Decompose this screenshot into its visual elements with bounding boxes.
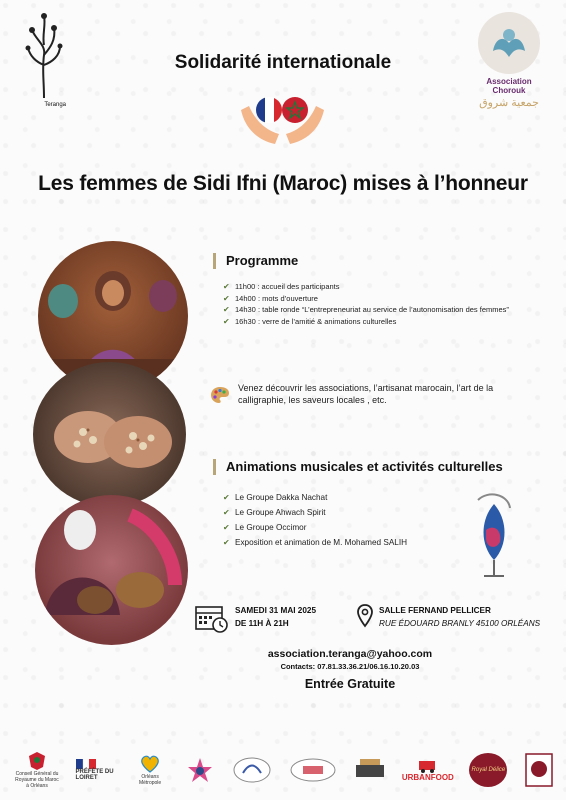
partner-logo-text: Orléans Métropole	[138, 774, 162, 786]
chorouk-name: Association Chorouk	[486, 77, 532, 95]
check-icon: ✔	[223, 316, 230, 326]
top-title: Solidarité internationale	[174, 52, 392, 73]
list-item	[223, 293, 543, 305]
check-icon: ✔	[223, 508, 230, 517]
partner-logo-text: Conseil Général du Royaume du Maroc à Orléans	[15, 771, 59, 789]
venue-block	[357, 604, 547, 630]
programme-heading: Programme	[213, 253, 543, 269]
partner-logo-6	[288, 751, 338, 789]
heart-logo-icon	[139, 754, 161, 774]
partner-logo-orleans	[133, 751, 167, 789]
check-icon: ✔	[223, 538, 230, 547]
list-item-text: Exposition et animation de M. Mohamed SALIH	[235, 538, 408, 547]
venue-address: RUE ÉDOUARD BRANLY 45100 ORLÉANS	[379, 619, 541, 628]
list-item	[223, 316, 543, 328]
partner-logo-urbanfood	[403, 751, 453, 789]
partner-logo-5	[232, 751, 272, 789]
hands-logo-icon	[354, 757, 386, 783]
check-icon: ✔	[223, 282, 230, 291]
partner-logo-text: PRÉFÈTE DU LOIRET	[75, 769, 114, 781]
list-item-text: Le Groupe Dakka Nachat	[235, 493, 328, 502]
event-date	[235, 604, 345, 630]
location-pin-icon	[357, 604, 373, 628]
food-truck-icon	[417, 759, 439, 773]
list-item-text: 14h30 : table ronde “L’entrepreneuriat au service de l’autonomisation des femmes”	[235, 305, 509, 314]
calligraphy-icon	[468, 490, 520, 582]
animations-heading: Animations musicales et activités culturelles	[213, 459, 553, 475]
check-icon: ✔	[223, 293, 230, 303]
date-block	[195, 604, 345, 630]
emblem-logo-icon	[525, 753, 553, 787]
partner-logo-prefecture	[76, 751, 118, 789]
marianne-flag-icon	[76, 759, 96, 769]
discover-block	[210, 382, 540, 406]
list-item-text: 11h00 : accueil des participants	[235, 282, 340, 291]
venue-name: SALLE FERNAND PELLICER	[379, 606, 491, 615]
calligraphy-art	[468, 490, 520, 582]
ribbon-logo-icon	[289, 757, 337, 783]
list-item-text: 16h30 : verre de l’amitié & animations culturelles	[235, 316, 397, 326]
check-icon: ✔	[223, 493, 230, 502]
partner-logo-7	[353, 751, 387, 789]
women-crafting-photo	[35, 495, 188, 645]
palette-icon	[210, 386, 230, 404]
discover-text: Venez découvrir les associations, l’artisanat marocain, l’art de la calligraphie, les saveurs locales , etc.	[238, 383, 494, 405]
star-logo-icon	[186, 756, 214, 784]
contact-phones: Contacts: 07.81.33.36.21/06.16.10.20.03	[280, 662, 420, 671]
check-icon: ✔	[223, 523, 230, 532]
free-entry-label: Entrée Gratuite	[304, 677, 396, 691]
partner-logo-4	[183, 751, 217, 789]
hands-flags-illustration	[235, 90, 330, 150]
oval-logo-icon	[233, 757, 271, 783]
partner-logo-text: Royal Délice	[469, 753, 507, 787]
morocco-flag-icon	[282, 97, 308, 123]
calendar-clock-icon	[195, 604, 229, 634]
coat-of-arms-icon	[26, 751, 48, 771]
partner-logos	[14, 748, 554, 792]
list-item	[223, 281, 543, 293]
partner-logo-consulat	[14, 751, 60, 789]
list-item-text: 14h00 : mots d’ouverture	[235, 293, 318, 303]
france-flag-icon	[256, 97, 283, 123]
list-item-text: Le Groupe Ahwach Spirit	[235, 508, 326, 517]
main-title: Les femmes de Sidi Ifni (Maroc) mises à l’honneur	[38, 172, 528, 195]
event-venue	[379, 604, 547, 630]
teranga-logo-text: Teranga	[44, 102, 66, 108]
chorouk-arabic: جمعية شروق	[479, 97, 539, 109]
date-line: SAMEDI 31 MAI 2025	[235, 606, 316, 615]
hands-nuts-photo	[33, 362, 186, 507]
time-line: DE 11H À 21H	[235, 619, 289, 628]
partner-logo-text: URBANFOOD	[401, 772, 454, 782]
partner-logo-royal	[468, 751, 508, 789]
programme-list	[223, 281, 543, 327]
partner-logo-10	[524, 751, 554, 789]
check-icon: ✔	[223, 305, 230, 314]
list-item-text: Le Groupe Occimor	[235, 523, 307, 532]
list-item	[223, 304, 543, 316]
programme-section	[213, 253, 543, 327]
email-address[interactable]: association.teranga@yahoo.com	[267, 648, 433, 660]
